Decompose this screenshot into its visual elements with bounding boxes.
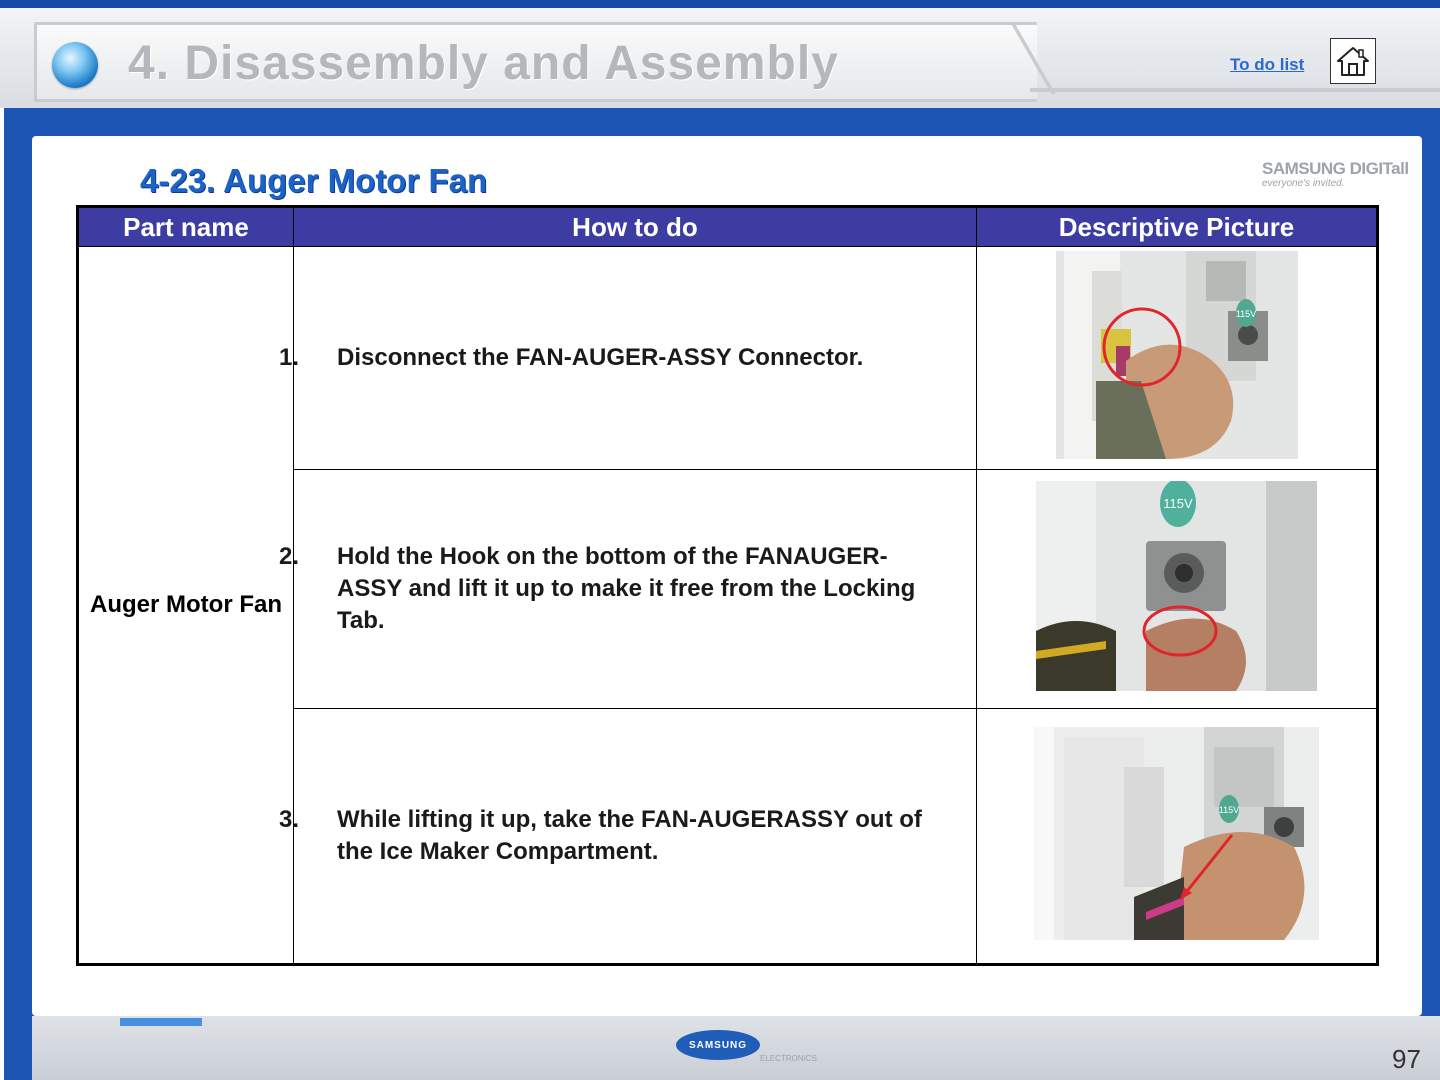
todo-list-link[interactable]: To do list	[1230, 55, 1305, 74]
home-button[interactable]	[1330, 38, 1376, 84]
picture-cell-1	[977, 247, 1378, 470]
header-how-to-do: How to do	[294, 207, 977, 247]
picture-cell-2	[977, 469, 1378, 709]
top-band	[0, 0, 1440, 8]
table-header-row	[78, 207, 1378, 247]
table-row	[78, 247, 1378, 470]
footer-accent	[120, 1018, 202, 1026]
step-3-cell	[279, 709, 977, 965]
step-3-text: 3. While lifting it up, take the FAN-AUGERASSY out of the Ice Maker Compartment.	[279, 806, 922, 866]
step-3-photo	[1034, 727, 1319, 940]
samsung-logo: SAMSUNG	[676, 1030, 760, 1060]
voltage-label: 115V	[1218, 805, 1240, 816]
title-orb-icon	[52, 42, 98, 88]
step-1-text: 1. Disconnect the FAN-AUGER-ASSY Connector.	[279, 343, 864, 371]
samsung-logo-sub: ELECTRONICS	[760, 1054, 817, 1063]
step-1-cell	[279, 247, 977, 470]
samsung-digitall-logo: SAMSUNG DIGITall everyone's invited.	[1262, 159, 1409, 189]
home-icon	[1335, 43, 1371, 79]
page-title: 4. Disassembly and Assembly	[128, 37, 839, 90]
voltage-label: 115V	[1163, 496, 1193, 512]
page-number: 97	[1392, 1044, 1421, 1074]
step-2-photo	[1036, 481, 1317, 691]
header-rule	[1030, 88, 1440, 92]
header-part-name: Part name	[78, 207, 294, 247]
step-2-cell	[279, 469, 977, 709]
step-1-photo	[1056, 251, 1298, 459]
procedure-table	[76, 205, 1379, 966]
step-2-text: 2. Hold the Hook on the bottom of the FANAUGER-ASSY and lift it up to make it free from the Locking Tab.	[279, 542, 916, 634]
voltage-label: 115V	[1235, 309, 1256, 320]
picture-cell-3	[977, 709, 1378, 965]
part-name-cell: Auger Motor Fan	[78, 247, 294, 965]
header-descriptive-picture: Descriptive Picture	[977, 207, 1378, 247]
section-title: 4-23. Auger Motor Fan	[140, 162, 488, 199]
